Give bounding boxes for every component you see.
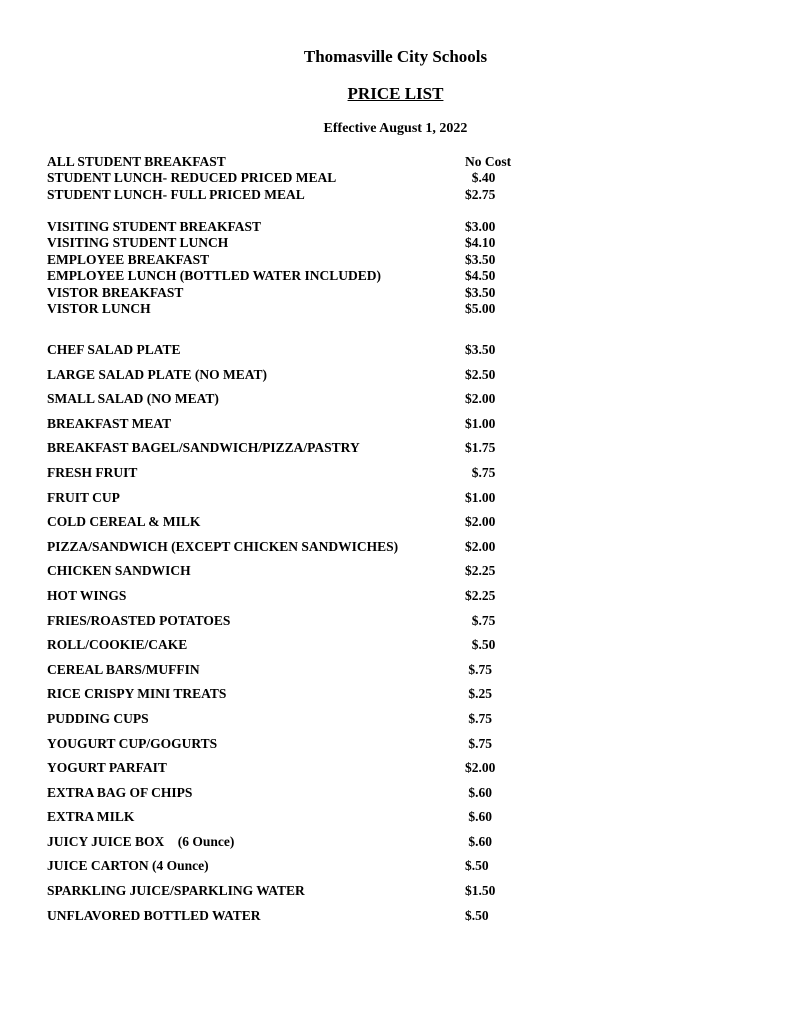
item-name: BREAKFAST BAGEL/SANDWICH/PIZZA/PASTRY (47, 440, 360, 456)
item-price: $3.50 (465, 251, 496, 267)
item-price: $2.00 (465, 391, 496, 407)
price-row (47, 301, 527, 317)
price-row (47, 637, 527, 662)
item-price: $.75 (465, 464, 496, 480)
item-name: UNFLAVORED BOTTLED WATER (47, 907, 261, 923)
price-row (47, 563, 527, 588)
item-name: FRESH FRUIT (47, 464, 138, 480)
price-row (47, 760, 527, 785)
item-name: EXTRA MILK (47, 809, 135, 825)
item-price: $2.00 (465, 760, 496, 776)
item-name: FRUIT CUP (47, 489, 120, 505)
price-row (47, 391, 527, 416)
item-name: YOGURT PARFAIT (47, 760, 167, 776)
price-row (47, 711, 527, 736)
item-price: $1.50 (465, 883, 496, 899)
item-name: EXTRA BAG OF CHIPS (47, 784, 193, 800)
item-name: STUDENT LUNCH- REDUCED PRICED MEAL (47, 170, 337, 186)
item-price: $.60 (465, 784, 492, 800)
item-name: LARGE SALAD PLATE (NO MEAT) (47, 366, 268, 382)
price-row (47, 662, 527, 687)
item-price: $3.50 (465, 284, 496, 300)
item-price: $.75 (465, 612, 496, 628)
price-row (47, 539, 527, 564)
item-name: CHEF SALAD PLATE (47, 342, 181, 357)
price-row (47, 858, 527, 883)
price-row (47, 285, 527, 301)
item-price: $.60 (465, 833, 492, 849)
item-name: YOUGURT CUP/GOGURTS (47, 735, 218, 751)
item-name: CEREAL BARS/MUFFIN (47, 661, 200, 677)
price-row (47, 883, 527, 908)
item-name: COLD CEREAL & MILK (47, 514, 201, 530)
item-price: $.75 (465, 661, 492, 677)
price-row (47, 465, 527, 490)
item-price: $2.00 (465, 514, 496, 530)
price-row (47, 367, 527, 392)
item-price: $2.25 (465, 563, 496, 579)
item-name: STUDENT LUNCH- FULL PRICED MEAL (47, 186, 305, 202)
item-price: $2.00 (465, 538, 496, 554)
item-name: RICE CRISPY MINI TREATS (47, 686, 227, 702)
price-row (47, 490, 527, 515)
price-row (47, 613, 527, 638)
item-name: PIZZA/SANDWICH (EXCEPT CHICKEN SANDWICHES) (47, 538, 399, 554)
effective-date: Effective August 1, 2022 (323, 121, 468, 136)
item-price: $2.75 (465, 186, 496, 202)
price-group-a-la-carte (47, 342, 527, 932)
price-row (47, 170, 527, 186)
price-row (47, 514, 527, 539)
item-name: SMALL SALAD (NO MEAT) (47, 391, 219, 407)
item-name: SPARKLING JUICE/SPARKLING WATER (47, 883, 305, 899)
item-price: $4.50 (465, 268, 496, 284)
item-price: $.75 (465, 735, 492, 751)
document-title: PRICE LIST (347, 84, 444, 103)
item-name: ALL STUDENT BREAKFAST (47, 154, 226, 169)
price-row (47, 440, 527, 465)
price-row (47, 686, 527, 711)
item-price: $2.50 (465, 366, 496, 382)
item-price: $.75 (465, 710, 492, 726)
price-row (47, 187, 527, 203)
item-name: VISTOR LUNCH (47, 300, 151, 316)
item-name: VISTOR BREAKFAST (47, 284, 184, 300)
item-price: $5.00 (465, 300, 496, 316)
item-price: $.60 (465, 809, 492, 825)
item-name: BREAKFAST MEAT (47, 415, 172, 431)
item-name: CHICKEN SANDWICH (47, 563, 191, 579)
item-name: HOT WINGS (47, 587, 127, 603)
price-row (47, 834, 527, 859)
price-row (47, 588, 527, 613)
item-name: JUICE CARTON (4 Ounce) (47, 858, 209, 874)
item-name: PUDDING CUPS (47, 710, 149, 726)
item-price: $2.25 (465, 587, 496, 603)
item-price: $.50 (465, 637, 496, 653)
price-row (47, 235, 527, 251)
item-price: $.50 (465, 907, 489, 923)
item-price: $1.00 (465, 489, 496, 505)
price-row (47, 809, 527, 834)
item-name: VISITING STUDENT LUNCH (47, 235, 229, 251)
item-name: ROLL/COOKIE/CAKE (47, 637, 188, 653)
item-name: EMPLOYEE LUNCH (BOTTLED WATER INCLUDED) (47, 268, 382, 284)
item-price: $1.00 (465, 415, 496, 431)
price-row (47, 416, 527, 441)
price-row (47, 219, 527, 235)
price-row (47, 268, 527, 284)
price-group-visitor-employee (47, 219, 527, 317)
price-row (47, 154, 527, 170)
item-price: $4.10 (465, 235, 496, 251)
item-price: $3.00 (465, 219, 496, 234)
item-price: No Cost (465, 154, 512, 169)
item-name: EMPLOYEE BREAKFAST (47, 251, 210, 267)
item-name: FRIES/ROASTED POTATOES (47, 612, 231, 628)
price-row (47, 252, 527, 268)
price-row (47, 736, 527, 761)
price-group-student-meals (47, 154, 527, 203)
item-price: $.50 (465, 858, 489, 874)
item-price: $1.75 (465, 440, 496, 456)
item-name: VISITING STUDENT BREAKFAST (47, 219, 262, 234)
price-row (47, 342, 527, 367)
item-price: $.25 (465, 686, 492, 702)
item-name: JUICY JUICE BOX (6 Ounce) (47, 833, 235, 849)
price-row (47, 785, 527, 810)
price-row (47, 908, 527, 933)
organization-name: Thomasville City Schools (303, 47, 488, 66)
item-price: $.40 (465, 170, 496, 186)
item-price: $3.50 (465, 342, 496, 357)
